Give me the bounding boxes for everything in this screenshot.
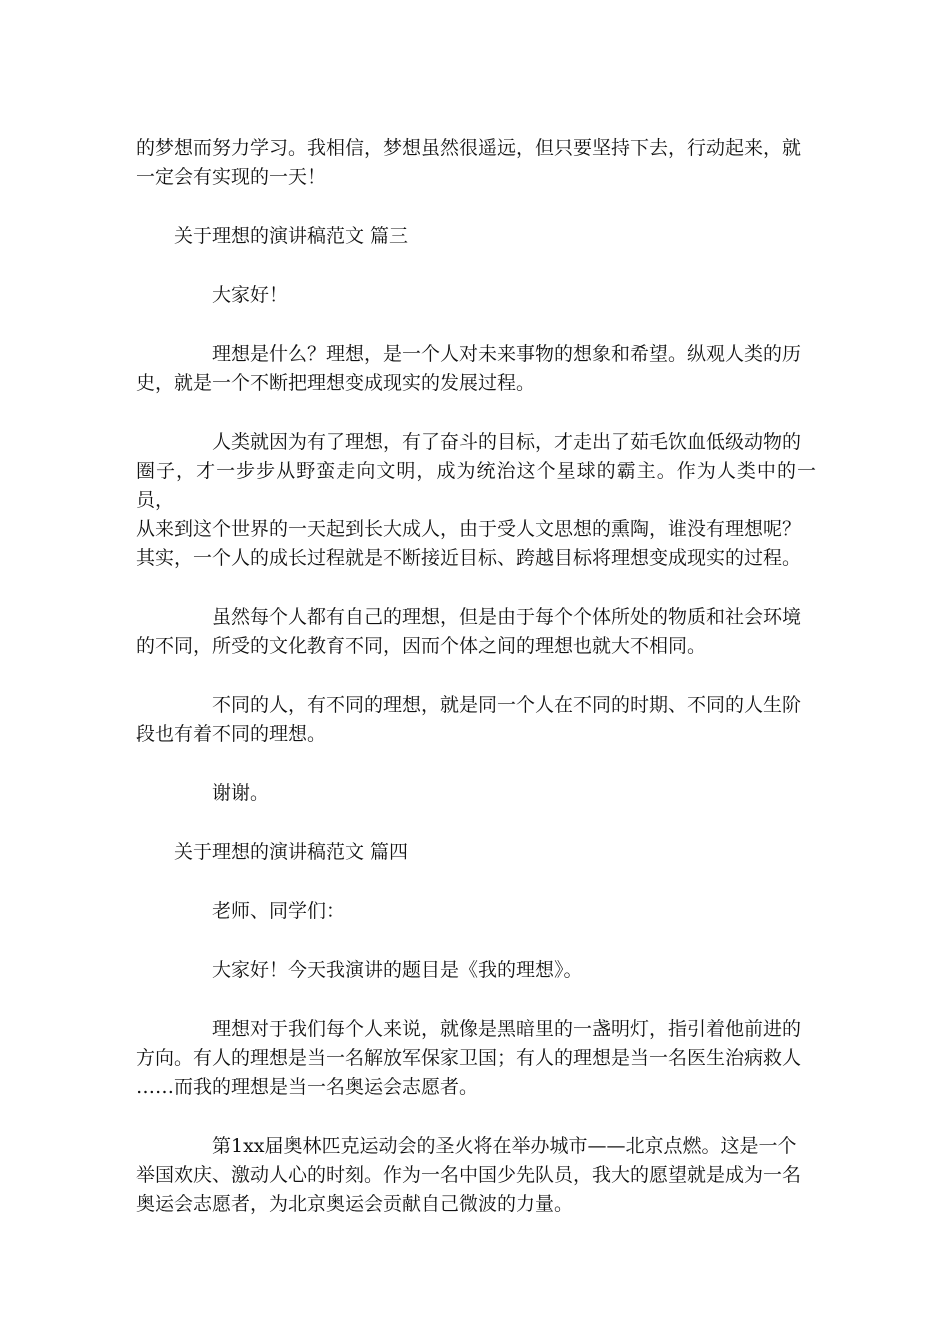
text-line: 第1xx届奥林匹克运动会的圣火将在举办城市——北京点燃。这是一个 xyxy=(212,1135,797,1157)
text-line: 史，就是一个不断把理想变成现实的发展过程。 xyxy=(136,372,536,394)
text-line: 从来到这个世界的一天起到长大成人，由于受人文思想的熏陶，谁没有理想呢？ xyxy=(136,518,802,540)
text-line: ……而我的理想是当一名奥运会志愿者。 xyxy=(136,1076,479,1098)
text-line: 大家好！今天我演讲的题目是《我的理想》。 xyxy=(212,959,583,981)
text-line: 理想对于我们每个人来说，就像是黑暗里的一盏明灯，指引着他前进的 xyxy=(212,1018,802,1040)
text-line: 理想是什么？理想，是一个人对未来事物的想象和希望。纵观人类的历 xyxy=(212,343,802,365)
paragraph xyxy=(136,1132,816,1219)
text-line: 的不同，所受的文化教育不同，因而个体之间的理想也就大不相同。 xyxy=(136,635,707,657)
text-line: 谢谢。 xyxy=(212,782,270,804)
section-heading-4 xyxy=(136,838,816,867)
document-page xyxy=(136,134,816,1219)
paragraph xyxy=(136,428,816,573)
text-line: 其实，一个人的成长过程就是不断接近目标、跨越目标将理想变成现实的过程。 xyxy=(136,547,802,569)
text-line: 人类就因为有了理想，有了奋斗的目标，才走出了茹毛饮血低级动物的 xyxy=(212,431,802,453)
text-line: 不同的人，有不同的理想，就是同一个人在不同的时期、不同的人生阶 xyxy=(212,694,802,716)
heading-text: 关于理想的演讲稿范文 篇三 xyxy=(174,225,409,247)
heading-text: 关于理想的演讲稿范文 篇四 xyxy=(174,841,409,863)
text-line: 大家好！ xyxy=(212,284,289,306)
paragraph xyxy=(136,603,816,661)
greeting xyxy=(136,956,816,985)
section-heading-3 xyxy=(136,222,816,251)
text-line: 奥运会志愿者，为北京奥运会贡献自己微波的力量。 xyxy=(136,1193,574,1215)
closing xyxy=(136,779,816,808)
paragraph xyxy=(136,1015,816,1102)
paragraph xyxy=(136,340,816,398)
text-line: 一定会有实现的一天！ xyxy=(136,166,327,188)
text-line: 段也有着不同的理想。 xyxy=(136,723,327,745)
salutation xyxy=(136,897,816,926)
text-line: 的梦想而努力学习。我相信，梦想虽然很遥远，但只要坚持下去，行动起来，就 xyxy=(136,137,802,159)
text-line: 老师、同学们： xyxy=(212,900,346,922)
text-line: 方向。有人的理想是当一名解放军保家卫国；有人的理想是当一名医生治病救人 xyxy=(136,1047,802,1069)
paragraph-continuation xyxy=(136,134,816,192)
text-line: 举国欢庆、激动人心的时刻。作为一名中国少先队员，我大的愿望就是成为一名 xyxy=(136,1164,802,1186)
greeting xyxy=(136,281,816,310)
text-line: 虽然每个人都有自己的理想，但是由于每个个体所处的物质和社会环境 xyxy=(212,606,802,628)
text-line: 圈子，才一步步从野蛮走向文明，成为统治这个星球的霸主。作为人类中的一员， xyxy=(136,460,816,511)
paragraph xyxy=(136,691,816,749)
